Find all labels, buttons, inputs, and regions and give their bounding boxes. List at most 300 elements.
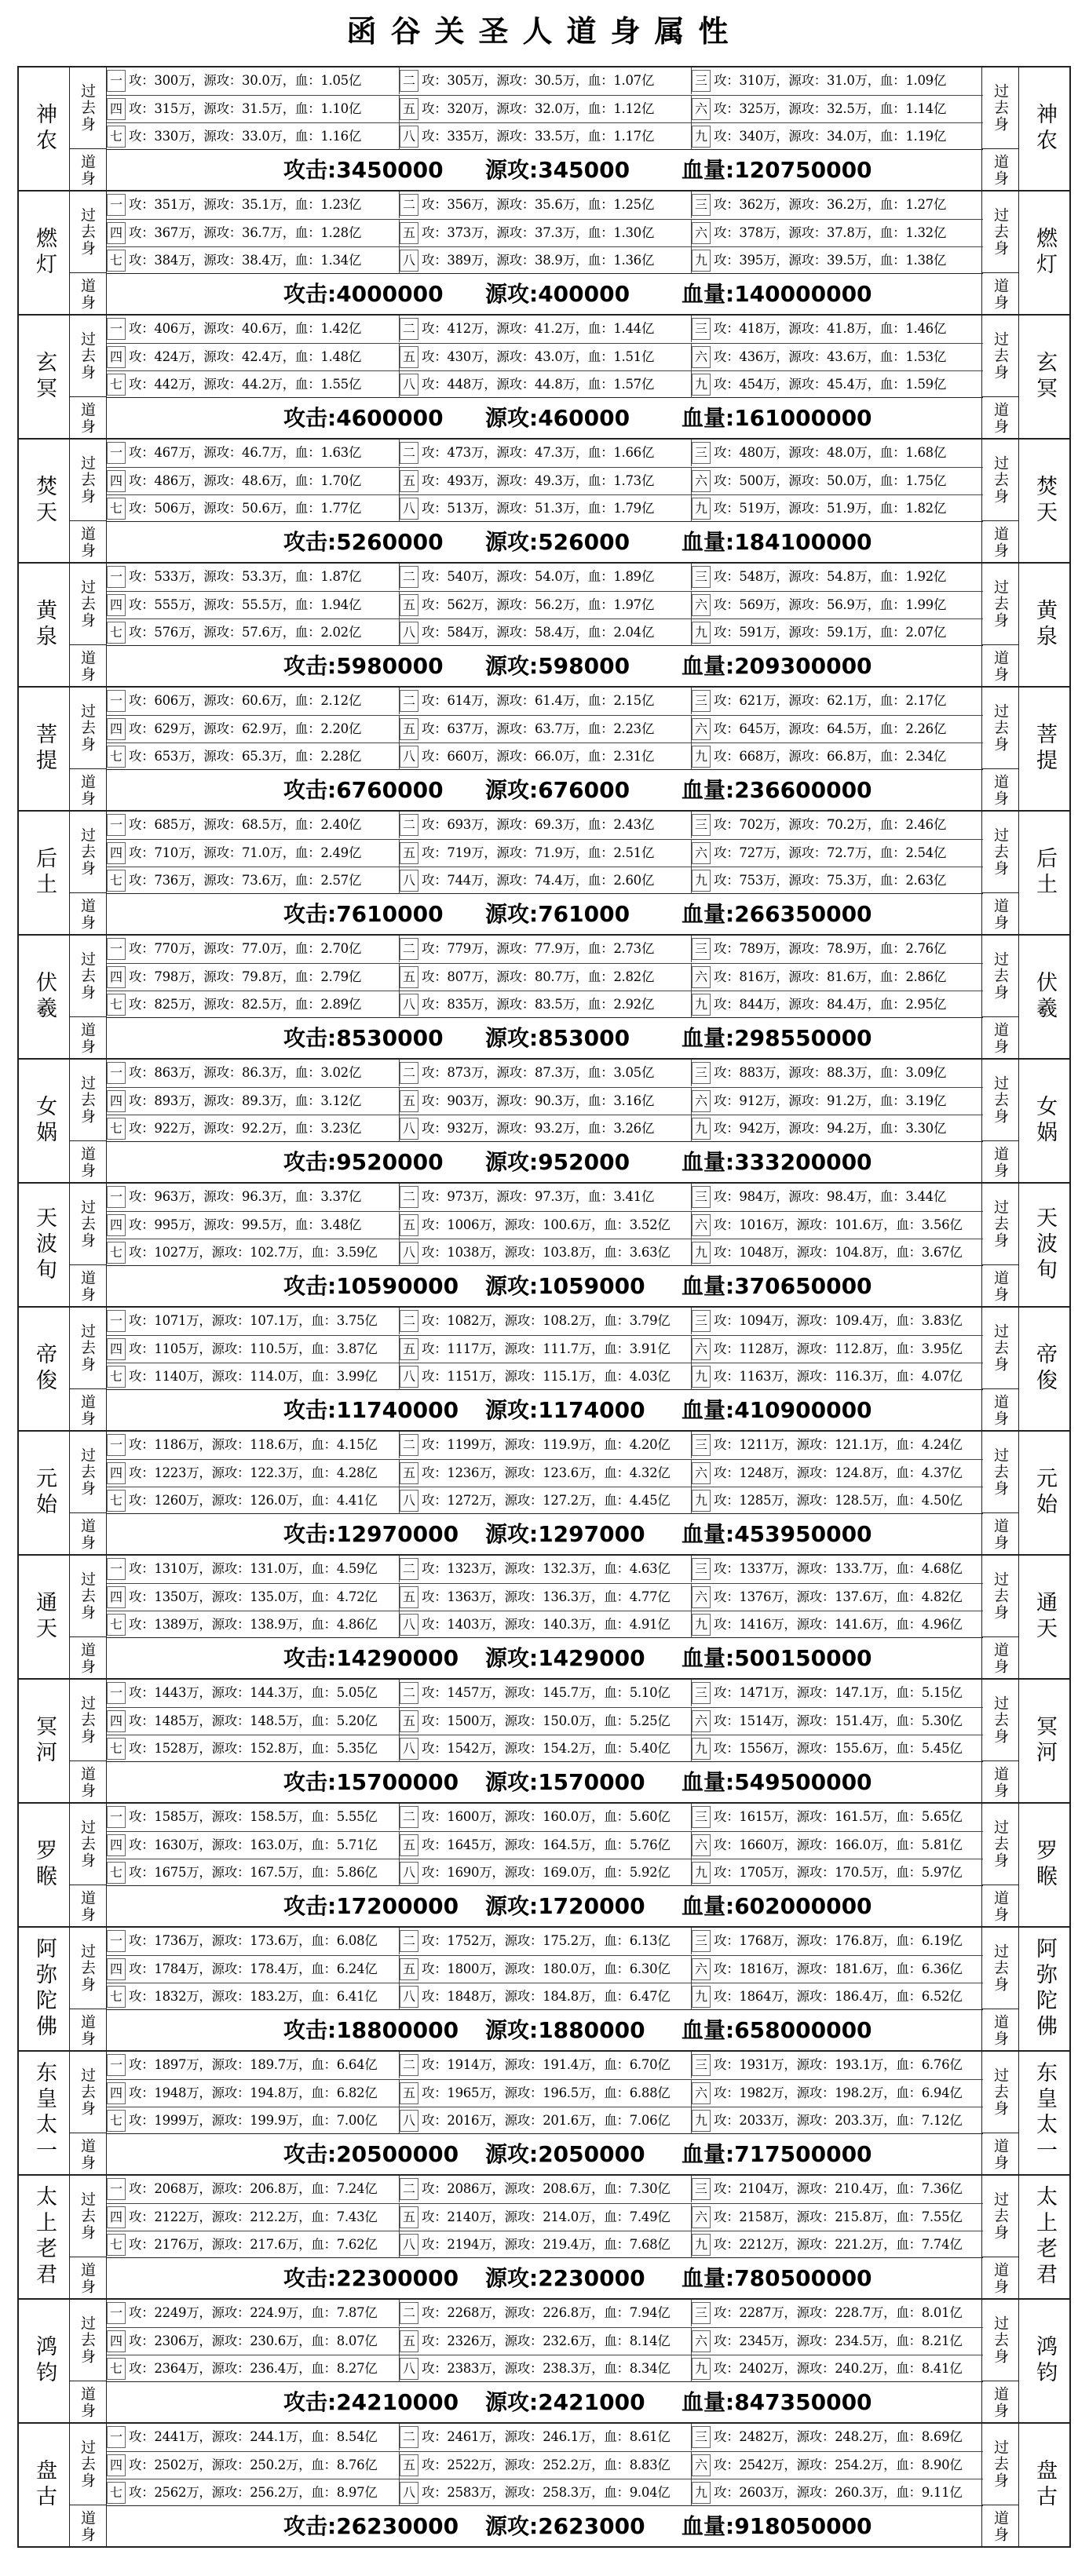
- dao-body-label: 道身: [981, 149, 1019, 192]
- stat-text: 攻：1752万，源攻：175.2万，血：6.13亿: [422, 1933, 671, 1948]
- level-index: 三: [692, 194, 711, 216]
- past-body-label: 过去身: [69, 68, 107, 149]
- past-body-label: 过去身: [981, 1556, 1019, 1637]
- stat-text: 攻：378万，源攻：37.8万，血：1.32亿: [714, 225, 947, 240]
- level-index: 七: [107, 250, 126, 272]
- dao-body-label: 道身: [69, 1017, 107, 1060]
- stat-cell: [107, 1708, 399, 1735]
- past-body-stats-grid: [107, 1928, 983, 2010]
- stat-cell: [107, 1804, 399, 1830]
- stat-text: 攻：1337万，源攻：133.7万，血：4.68亿: [714, 1561, 963, 1576]
- stat-text: 攻：893万，源攻：89.3万，血：3.12亿: [129, 1093, 362, 1108]
- past-body-stats-grid: [107, 2424, 983, 2506]
- past-body-stats-grid: [107, 2300, 983, 2382]
- stat-text: 攻：1285万，源攻：128.5万，血：4.50亿: [714, 1493, 963, 1508]
- stat-cell: [691, 123, 983, 150]
- stat-text: 攻：562万，源攻：56.2万，血：1.97亿: [422, 597, 655, 612]
- stats-row: [107, 2479, 983, 2506]
- stat-cell: [107, 2424, 399, 2450]
- stat-cell: [399, 936, 691, 962]
- stat-text: 攻：1600万，源攻：160.0万，血：5.60亿: [422, 1809, 671, 1824]
- stat-cell: [691, 964, 983, 991]
- stat-cell: [691, 1735, 983, 1762]
- stats-row: [107, 743, 983, 770]
- level-index: 六: [692, 2082, 711, 2104]
- stat-text: 攻：1443万，源攻：144.3万，血：5.05亿: [129, 1685, 378, 1700]
- stat-text: 攻：727万，源攻：72.7万，血：2.54亿: [714, 845, 947, 860]
- stat-cell: [399, 1956, 691, 1983]
- saint-block: [17, 2422, 1071, 2548]
- dao-body-label: 道身: [69, 1885, 107, 1928]
- stat-cell: [399, 1804, 691, 1830]
- dao-body-label: 道身: [981, 1761, 1019, 1804]
- level-index: 二: [400, 2054, 418, 2076]
- stat-text: 攻：436万，源攻：43.6万，血：1.53亿: [714, 349, 947, 364]
- saint-block: [17, 1182, 1071, 1306]
- stat-cell: [691, 2204, 983, 2231]
- stat-cell: [107, 2355, 399, 2382]
- level-index: 九: [692, 1366, 711, 1388]
- level-index: 六: [692, 966, 711, 988]
- level-index: 三: [692, 690, 711, 712]
- level-index: 九: [692, 1614, 711, 1636]
- level-index: 五: [400, 1462, 418, 1484]
- total-source-attack: 源攻:1059000: [485, 1273, 645, 1299]
- level-index: 七: [107, 1366, 126, 1388]
- stat-cell: [107, 440, 399, 466]
- stat-cell: [691, 2080, 983, 2107]
- stat-text: 攻：1948万，源攻：194.8万，血：6.82亿: [129, 2085, 378, 2100]
- stat-text: 攻：533万，源攻：53.3万，血：1.87亿: [129, 569, 362, 584]
- total-hp: 血量:298550000: [682, 1025, 872, 1051]
- level-index: 五: [400, 1586, 418, 1608]
- stat-cell: [691, 2452, 983, 2479]
- dao-body-totals: [107, 149, 983, 192]
- stat-cell: [399, 1088, 691, 1115]
- stat-cell: [399, 2107, 691, 2134]
- level-index: 七: [107, 2110, 126, 2132]
- dao-body-label: 道身: [981, 2257, 1019, 2300]
- saint-block: [17, 1802, 1071, 1926]
- level-index: 四: [107, 2454, 126, 2476]
- level-index: 九: [692, 250, 711, 272]
- stats-row: [107, 1556, 983, 1582]
- level-index: 九: [692, 746, 711, 768]
- stat-cell: [399, 1363, 691, 1390]
- level-index: 七: [107, 1738, 126, 1760]
- dao-body-totals: [107, 521, 983, 564]
- level-index: 四: [107, 1710, 126, 1732]
- past-body-label: 过去身: [981, 2052, 1019, 2133]
- stat-cell: [107, 468, 399, 494]
- stat-cell: [399, 964, 691, 991]
- total-attack: 攻击:5980000: [283, 653, 444, 679]
- total-source-attack: 源攻:460000: [485, 405, 630, 431]
- stats-row: [107, 1087, 983, 1115]
- stat-text: 攻：395万，源攻：39.5万，血：1.38亿: [714, 253, 947, 268]
- past-body-label: 过去身: [981, 440, 1019, 521]
- stat-text: 攻：1471万，源攻：147.1万，血：5.15亿: [714, 1685, 963, 1700]
- stat-cell: [107, 1680, 399, 1706]
- stat-text: 攻：454万，源攻：45.4万，血：1.59亿: [714, 377, 947, 392]
- level-index: 四: [107, 2082, 126, 2104]
- stat-cell: [691, 1363, 983, 1390]
- level-index: 一: [107, 1682, 126, 1704]
- stat-text: 攻：1832万，源攻：183.2万，血：6.41亿: [129, 1989, 378, 2004]
- level-index: 三: [692, 442, 711, 464]
- stat-text: 攻：1199万，源攻：119.9万，血：4.20亿: [422, 1437, 671, 1452]
- level-index: 八: [400, 1366, 418, 1388]
- stats-row: [107, 1363, 983, 1390]
- level-index: 一: [107, 442, 126, 464]
- past-body-label: 过去身: [981, 1432, 1019, 1513]
- stat-text: 攻：325万，源攻：32.5万，血：1.14亿: [714, 101, 947, 116]
- past-body-stats-grid: [107, 440, 983, 522]
- dao-body-label: 道身: [981, 769, 1019, 812]
- stat-text: 攻：1128万，源攻：112.8万，血：3.95亿: [714, 1341, 963, 1356]
- stat-cell: [399, 2080, 691, 2107]
- past-body-label: 过去身: [69, 1928, 107, 2009]
- level-index: 七: [107, 1118, 126, 1140]
- stat-text: 攻：1105万，源攻：110.5万，血：3.87亿: [129, 1341, 378, 1356]
- stat-text: 攻：2482万，源攻：248.2万，血：8.69亿: [714, 2429, 963, 2444]
- total-source-attack: 源攻:1880000: [485, 2017, 645, 2043]
- stat-text: 攻：406万，源攻：40.6万，血：1.42亿: [129, 321, 362, 336]
- total-source-attack: 源攻:676000: [485, 777, 630, 803]
- total-source-attack: 源攻:1297000: [485, 1521, 645, 1547]
- level-index: 一: [107, 814, 126, 836]
- past-body-label: 过去身: [69, 192, 107, 273]
- stat-text: 攻：2033万，源攻：203.3万，血：7.12亿: [714, 2113, 963, 2128]
- total-hp: 血量:266350000: [682, 901, 872, 927]
- stats-row: [107, 618, 983, 646]
- stat-text: 攻：873万，源攻：87.3万，血：3.05亿: [422, 1065, 655, 1080]
- stat-cell: [399, 564, 691, 590]
- stats-row: [107, 1487, 983, 1514]
- stat-text: 攻：2287万，源攻：228.7万，血：8.01亿: [714, 2305, 963, 2320]
- stat-text: 攻：1528万，源攻：152.8万，血：5.35亿: [129, 1741, 378, 1756]
- level-index: 八: [400, 1614, 418, 1636]
- level-index: 八: [400, 2358, 418, 2380]
- saint-name-left: 焚天: [19, 440, 70, 562]
- level-index: 九: [692, 2482, 711, 2504]
- stat-text: 攻：1027万，源攻：102.7万，血：3.59亿: [129, 1245, 378, 1260]
- past-body-label: 过去身: [981, 1060, 1019, 1141]
- stat-cell: [399, 1680, 691, 1706]
- stat-cell: [107, 1363, 399, 1390]
- stat-cell: [691, 2479, 983, 2506]
- stat-cell: [107, 2231, 399, 2258]
- stat-cell: [399, 2452, 691, 2479]
- saint-name-left: 燃灯: [19, 192, 70, 314]
- total-hp: 血量:918050000: [682, 2513, 872, 2539]
- dao-body-label: 道身: [981, 2009, 1019, 2052]
- level-index: 五: [400, 1214, 418, 1236]
- total-source-attack: 源攻:853000: [485, 1025, 630, 1051]
- stat-text: 攻：1675万，源攻：167.5万，血：5.86亿: [129, 1865, 378, 1880]
- stat-cell: [399, 2052, 691, 2078]
- stat-text: 攻：883万，源攻：88.3万，血：3.09亿: [714, 1065, 947, 1080]
- saint-name-right: 元始: [1018, 1432, 1069, 1554]
- stat-cell: [399, 812, 691, 838]
- stats-row: [107, 2451, 983, 2479]
- dao-body-label: 道身: [69, 1637, 107, 1680]
- stat-text: 攻：2268万，源攻：226.8万，血：7.94亿: [422, 2305, 671, 2320]
- dao-body-totals: [107, 1141, 983, 1184]
- stat-text: 攻：779万，源攻：77.9万，血：2.73亿: [422, 941, 655, 956]
- saint-name-left: 阿弥陀佛: [19, 1928, 70, 2050]
- level-index: 五: [400, 346, 418, 368]
- total-attack: 攻击:18800000: [283, 2017, 459, 2043]
- saint-name-left: 黄泉: [19, 564, 70, 686]
- level-index: 四: [107, 966, 126, 988]
- total-hp: 血量:120750000: [682, 157, 872, 183]
- saint-block: [17, 66, 1071, 190]
- level-index: 一: [107, 2426, 126, 2448]
- stat-text: 攻：424万，源攻：42.4万，血：1.48亿: [129, 349, 362, 364]
- level-index: 五: [400, 470, 418, 492]
- stats-row: [107, 591, 983, 618]
- stat-text: 攻：1660万，源攻：166.0万，血：5.81亿: [714, 1837, 963, 1852]
- level-index: 八: [400, 1738, 418, 1760]
- level-index: 二: [400, 70, 418, 92]
- dao-body-label: 道身: [69, 397, 107, 440]
- total-attack: 攻击:24210000: [283, 2389, 459, 2415]
- stat-text: 攻：351万，源攻：35.1万，血：1.23亿: [129, 197, 362, 212]
- stat-cell: [107, 247, 399, 274]
- stat-cell: [691, 1115, 983, 1142]
- level-index: 二: [400, 2302, 418, 2324]
- stat-text: 攻：519万，源攻：51.9万，血：1.82亿: [714, 501, 947, 516]
- stat-cell: [399, 2231, 691, 2258]
- stat-cell: [399, 1115, 691, 1142]
- stat-cell: [107, 1859, 399, 1886]
- stat-text: 攻：1542万，源攻：154.2万，血：5.40亿: [422, 1741, 671, 1756]
- dao-body-label: 道身: [69, 769, 107, 812]
- stat-text: 攻：1140万，源攻：114.0万，血：3.99亿: [129, 1369, 378, 1384]
- stats-row: [107, 688, 983, 714]
- stat-text: 攻：1363万，源攻：136.3万，血：4.77亿: [422, 1589, 671, 1604]
- stat-text: 攻：1736万，源攻：173.6万，血：6.08亿: [129, 1933, 378, 1948]
- stat-text: 攻：584万，源攻：58.4万，血：2.04亿: [422, 625, 655, 640]
- saint-name-left: 东皇太一: [19, 2052, 70, 2174]
- stat-text: 攻：367万，源攻：36.7万，血：1.28亿: [129, 225, 362, 240]
- dao-body-totals: [107, 893, 983, 936]
- level-index: 九: [692, 1118, 711, 1140]
- stats-row: [107, 2327, 983, 2355]
- stat-cell: [107, 1336, 399, 1363]
- past-body-label: 过去身: [69, 936, 107, 1017]
- saint-name-left: 帝俊: [19, 1308, 70, 1430]
- stat-cell: [691, 1308, 983, 1334]
- stat-cell: [399, 68, 691, 94]
- stat-cell: [399, 371, 691, 398]
- stat-text: 攻：1416万，源攻：141.6万，血：4.96亿: [714, 1617, 963, 1632]
- stat-cell: [107, 812, 399, 838]
- past-body-label: 过去身: [981, 1184, 1019, 1265]
- stat-text: 攻：2603万，源攻：260.3万，血：9.11亿: [714, 2485, 963, 2500]
- level-index: 五: [400, 2206, 418, 2228]
- stat-cell: [107, 2204, 399, 2231]
- stats-row: [107, 440, 983, 466]
- stat-text: 攻：629万，源攻：62.9万，血：2.20亿: [129, 721, 362, 736]
- stat-cell: [399, 1432, 691, 1458]
- level-index: 六: [692, 2206, 711, 2228]
- level-index: 三: [692, 318, 711, 340]
- past-body-stats-grid: [107, 316, 983, 398]
- level-index: 九: [692, 2358, 711, 2380]
- dao-body-label: 道身: [981, 1141, 1019, 1184]
- saint-name-right: 后土: [1018, 812, 1069, 934]
- stat-text: 攻：606万，源攻：60.6万，血：2.12亿: [129, 693, 362, 708]
- attribute-table: [17, 66, 1071, 2570]
- stat-text: 攻：2158万，源攻：215.8万，血：7.55亿: [714, 2209, 963, 2224]
- level-index: 七: [107, 746, 126, 768]
- stat-cell: [107, 1060, 399, 1086]
- past-body-label: 过去身: [69, 1432, 107, 1513]
- total-source-attack: 源攻:1720000: [485, 1893, 645, 1919]
- saint-block: [17, 810, 1071, 934]
- total-hp: 血量:780500000: [682, 2265, 872, 2291]
- dao-body-totals: [107, 1637, 983, 1680]
- stat-cell: [399, 619, 691, 646]
- total-attack: 攻击:9520000: [283, 1149, 444, 1175]
- dao-body-label: 道身: [69, 1761, 107, 1804]
- total-source-attack: 源攻:1174000: [485, 1397, 645, 1423]
- stat-text: 攻：1082万，源攻：108.2万，血：3.79亿: [422, 1313, 671, 1328]
- level-index: 四: [107, 1586, 126, 1608]
- stat-cell: [107, 220, 399, 246]
- level-index: 五: [400, 1834, 418, 1856]
- stat-cell: [691, 1680, 983, 1706]
- dao-body-totals: [107, 2133, 983, 2176]
- level-index: 五: [400, 1958, 418, 1980]
- stat-text: 攻：693万，源攻：69.3万，血：2.43亿: [422, 817, 655, 832]
- stat-text: 攻：995万，源攻：99.5万，血：3.48亿: [129, 1217, 362, 1232]
- stat-cell: [107, 1239, 399, 1266]
- stat-text: 攻：320万，源攻：32.0万，血：1.12亿: [422, 101, 655, 116]
- stat-text: 攻：300万，源攻：30.0万，血：1.05亿: [129, 73, 362, 88]
- page-title: 函谷关圣人道身属性: [346, 13, 743, 49]
- past-body-label: 过去身: [69, 564, 107, 645]
- level-index: 二: [400, 194, 418, 216]
- saint-name-left: 通天: [19, 1556, 70, 1678]
- stat-cell: [399, 1239, 691, 1266]
- level-index: 八: [400, 374, 418, 396]
- stat-cell: [107, 68, 399, 94]
- stat-text: 攻：389万，源攻：38.9万，血：1.36亿: [422, 253, 655, 268]
- level-index: 八: [400, 250, 418, 272]
- stat-cell: [691, 991, 983, 1018]
- level-index: 二: [400, 1062, 418, 1084]
- stat-cell: [107, 1956, 399, 1983]
- stat-cell: [107, 619, 399, 646]
- dao-body-label: 道身: [981, 2133, 1019, 2176]
- total-attack: 攻击:4000000: [283, 281, 444, 307]
- stats-row: [107, 219, 983, 246]
- total-hp: 血量:717500000: [682, 2141, 872, 2167]
- stats-row: [107, 370, 983, 398]
- level-index: 二: [400, 1434, 418, 1456]
- stat-cell: [691, 1060, 983, 1086]
- stat-text: 攻：513万，源攻：51.3万，血：1.79亿: [422, 501, 655, 516]
- stats-row: [107, 494, 983, 522]
- saint-name-right: 阿弥陀佛: [1018, 1928, 1069, 2050]
- dao-body-totals: [107, 769, 983, 812]
- level-index: 六: [692, 1958, 711, 1980]
- level-index: 二: [400, 2426, 418, 2448]
- level-index: 三: [692, 1930, 711, 1952]
- stat-cell: [107, 840, 399, 867]
- total-attack: 攻击:5260000: [283, 529, 444, 555]
- level-index: 七: [107, 1614, 126, 1636]
- past-body-stats-grid: [107, 1308, 983, 1390]
- stat-text: 攻：1500万，源攻：150.0万，血：5.25亿: [422, 1713, 671, 1728]
- level-index: 一: [107, 1930, 126, 1952]
- stat-cell: [691, 1487, 983, 1514]
- level-index: 二: [400, 1930, 418, 1952]
- level-index: 二: [400, 690, 418, 712]
- total-hp: 血量:549500000: [682, 1769, 872, 1795]
- dao-body-label: 道身: [69, 273, 107, 316]
- stat-cell: [107, 123, 399, 150]
- stat-cell: [107, 1983, 399, 2010]
- stat-cell: [691, 344, 983, 370]
- stat-cell: [107, 2052, 399, 2078]
- total-hp: 血量:453950000: [682, 1521, 872, 1547]
- past-body-stats-grid: [107, 936, 983, 1018]
- level-index: 四: [107, 98, 126, 120]
- stat-cell: [399, 1556, 691, 1582]
- total-hp: 血量:658000000: [682, 2017, 872, 2043]
- stat-cell: [107, 936, 399, 962]
- stat-text: 攻：798万，源攻：79.8万，血：2.79亿: [129, 969, 362, 984]
- past-body-stats-grid: [107, 1804, 983, 1886]
- stat-cell: [107, 1487, 399, 1514]
- stats-row: [107, 2300, 983, 2326]
- dao-body-label: 道身: [69, 149, 107, 192]
- stats-row: [107, 192, 983, 218]
- saint-name-left: 女娲: [19, 1060, 70, 1182]
- stat-text: 攻：1117万，源攻：111.7万，血：3.91亿: [422, 1341, 671, 1356]
- level-index: 二: [400, 318, 418, 340]
- saint-block: [17, 2298, 1071, 2422]
- saint-name-right: 冥河: [1018, 1680, 1069, 1802]
- saint-name-right: 太上老君: [1018, 2176, 1069, 2298]
- stat-cell: [691, 468, 983, 494]
- stat-cell: [691, 2328, 983, 2355]
- dao-body-totals: [107, 1761, 983, 1804]
- stat-cell: [107, 743, 399, 770]
- saint-name-right: 菩提: [1018, 688, 1069, 810]
- stat-cell: [691, 2231, 983, 2258]
- past-body-label: 过去身: [69, 1556, 107, 1637]
- stat-cell: [691, 867, 983, 894]
- stat-cell: [691, 440, 983, 466]
- stat-text: 攻：1223万，源攻：122.3万，血：4.28亿: [129, 1465, 378, 1480]
- level-index: 三: [692, 1682, 711, 1704]
- stat-text: 攻：330万，源攻：33.0万，血：1.16亿: [129, 129, 362, 144]
- stat-text: 攻：973万，源攻：97.3万，血：3.41亿: [422, 1189, 655, 1204]
- level-index: 一: [107, 1310, 126, 1332]
- stat-cell: [691, 1804, 983, 1830]
- past-body-stats-grid: [107, 1184, 983, 1266]
- stats-row: [107, 316, 983, 342]
- total-attack: 攻击:10590000: [283, 1273, 459, 1299]
- level-index: 九: [692, 622, 711, 644]
- level-index: 一: [107, 938, 126, 960]
- level-index: 七: [107, 2234, 126, 2256]
